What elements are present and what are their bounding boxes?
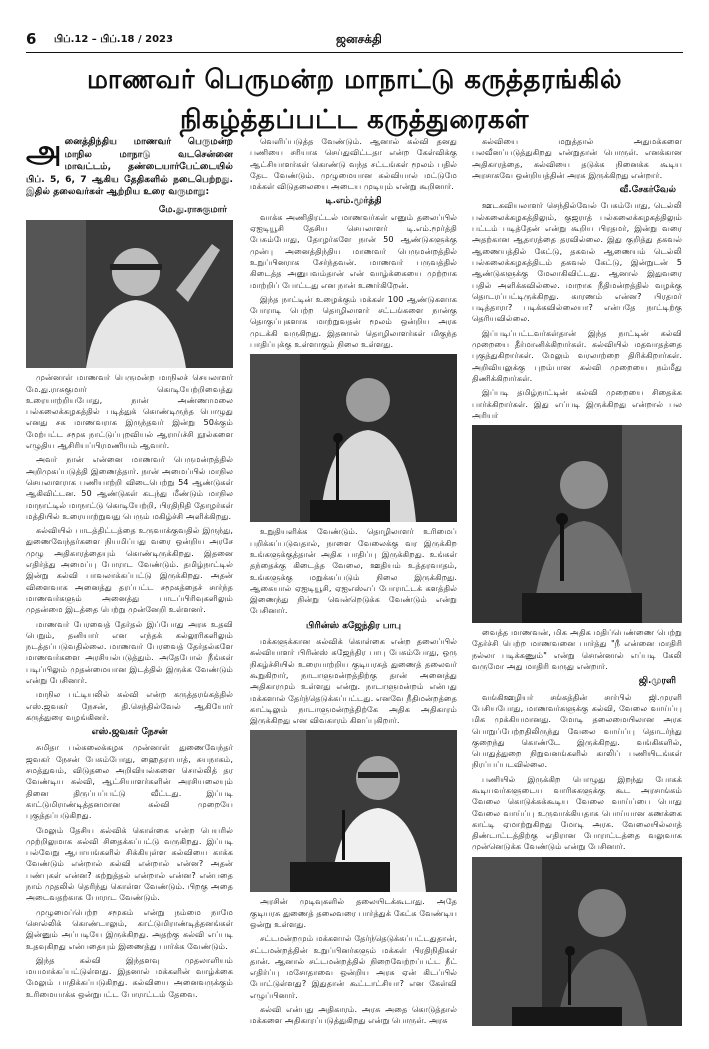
page-number: 6 [26, 30, 37, 48]
body-paragraph: இப்படி தமிழ்நாட்டின் கல்வி முறையை சிதைக்க பார்க்கிறார்கள். இது எப்படி இருக்கிறது என்றால் பல அரியர் [472, 387, 682, 420]
body-paragraph: சட்டமன்றமும் மக்களால் தேர்ந்தெடுக்கப்பட்டதுதான், சட்டமன்றத்தின் உறுப்பினர்களும் மக்கள் பிரதிநிதிகள் தான். ஆனால் சட்டமன்றத்தில் நிறைவேற்றப்பட்ட நீட் எதிர்ப்பு மசோதாவை ஒன்றிய அரசு ஏன் கிடப்பில் போட்டுள்ளது? இதுதான் கூட்டாட்சியா? என கேள்வி எழுப்பினார். [250, 933, 457, 1000]
body-paragraph: சுமிதா பல்கலைக்கழக முன்னாள் துணைவேந்தர் ஜவகர் நேசன் பேசும்போது, ஹைதராபாத், சுயநாகம், சமத்துவம், விடுதலை அறிவியல்களை சொல்லித் தர வேண்டிய கல்வி, ஆட்சியாளர்களின் அரசியலையும் தினை திருப்பப்பட்டு வீட்டது. இப்படி காட்டுமிராண்டித்தனமான கல்வி முறையே புகுத்தப்படுகிறது. [26, 742, 233, 821]
speaker-name: டி.எம்.மூர்த்தி [325, 196, 382, 207]
body-paragraph: கல்வியில் பாடத்திட்டத்தை உருவாக்குவதில் இருந்து, துணைவேந்தர்களை நியமிப்பது வரை ஒன்றிய அரசே முழு அதிகாரத்தையும் கொண்டிருக்கிறது. இதனை எதிர்த்து அமைப்பு போராட வேண்டும். தமிழ்நாட்டில் இன்று கல்வி பாவலாக்கப்பட்டு இருக்கிறது. அதன் விளைவாக அனைத்து தரப்பட்ட சமூகத்தைச் சார்ந்த மாணவர்களும் அனைத்து பாடப்பிரிவுகளிலும் முதன்மை இடத்தை பெற்று முன்னேறி உள்ளனர். [26, 525, 233, 615]
body-paragraph: கல்வியை மறுத்தால் அதுமக்களை பலவீனப்படுத்துகிறது என்றுதான் பொருள். எனக்கான அதிகாரத்தை, கல்வியை தடுக்க நினைக்க கூடிய அரசாகவே ஒன்றியத்தின் அரசு இருக்கிறது என்றார். [472, 136, 682, 180]
speaker-photo-4 [472, 425, 682, 623]
body-paragraph: வாக்க அணிதிரட்டல் மாணவர்கள் எனும் தலைப்பில் ஏஐடியூசி தேசிய செயலாளர் டி.எம்.மூர்த்தி பேசும்போது, தோழர்களே நான் 50 ஆண்டுகளுக்கு முன்பு அனைத்திந்திய மாணவர் பெருமன்றத்தில் உறுப்பினராக சேர்ந்தவன். மாணவர் பருவத்தில் கிடைத்த அனுபவம்தான் என் வாழ்க்கையை முற்றாக மாற்றிப் போட்டது என நான் உணர்கிறேன். [250, 211, 457, 290]
body-paragraph: முன்னாள் மாணவர் பெருமன்ற மாநிலச் செயலாளர் மே.து.ராசுகுமார் கொடியேற்றிவைத்து உரையாற்றியபோது, நான் அண்ணாமலை பல்கலைக்கழகத்தில் படித்துக் கொண்டிருந்த பொழுது எனது சக மாணவராக இருந்தவர் இன்று 50க்கும் மேற்பட்ட சமூக நாட்டுப்புறவியல் ஆராய்ச்சி நூல்களை எழுதிய ஆசிரியப்பிரமணியம் ஆவார். [26, 372, 233, 451]
body-paragraph: உறுதியளிக்க வேண்டும். தொழிலாளர் உரிமைப் பறிக்கப்படுவதால், நாளை வேலைக்கு வர இருக்கிற உங்களுக்குத்தான் அதிக பாதிப்பு இருக்கிறது. உங்கள் தந்தைக்கு கிடைத்த வேலை, ஊதியம் உத்தரவாதம், உங்களுக்கு மறுக்கப்படும் நிலை இருக்கிறது. ஆகையால் ஏஐடியூசி, ஏஐஎஸ்எப் போராட்டக் களத்தில் இணைந்து நின்று வென்றெடுக்க வேண்டும் என்று பேசினார். [250, 526, 457, 616]
speaker-name: ஜி.முரளி [638, 676, 676, 687]
page-header [26, 30, 683, 52]
body-paragraph: அவர் நான் என்னை மாணவர் பெருமன்றத்தில் அறிமுகப்படுத்தி இணைத்தார். நான் அமைப்பில் மாநில செயலாளராக பணியாற்றி விடைபெற்று 54 ஆண்டுகள் ஆகிவிட்டன. 50 ஆண்டுகள் கடந்து மீண்டும் மாநில மாநாட்டில் மாநாட்டு கொடியேற்றி, பிரதிநிதி தோழர்கள் மத்தியில் உரையாற்றுவது பெரும் மகிழ்ச்சி அளிக்கிறது. [26, 454, 233, 521]
column-2 [250, 136, 457, 1026]
intro-paragraph [26, 136, 233, 199]
speaker-photo-3 [250, 730, 457, 892]
body-paragraph: வைத்த மாணவன், மிக அதிக மதிப்பெண்ணை பெற்று தேர்ச்சி பெற்ற மாணவனை பார்த்து "நீ என்னை மாதிரி நல்லா படிக்கணும்" என்று சொன்னால் எப்படி கேலி வருமோ அது மாதிரி வருது என்றார். [472, 627, 682, 672]
body-paragraph: வங்கிஊழியர் சங்கத்தின் சார்பில் ஜி.முரளி பேசியபோது, மாணவர்களுக்கு கல்வி, வேலை வாய்ப்பு மிக முக்கியமானது. மோடி தலைமையிலான அரசு பொறுப்பேற்றதிலிருந்து வேலை வாய்ப்பு தொடர்ந்து குறைந்து கொண்டே இருக்கிறது. வங்கிகளில், பொதுத்துறை நிறுவனங்களில் காலிப் பணியிடங்கள் நிரப்பப்படவில்லை. [472, 691, 682, 770]
intro-text: னைத்திந்திய மாணவர் பெருமன்ற மாநில மாநாடு வடசென்னை மாவட்டம், தண்டையார்பேட்டையில் பிப். 5, 6, 7 ஆகிய தேதிகளில் நடைபெற்றது. இதில் தலைவர்கள் ஆற்றிய உரை வருமாறு: [26, 136, 233, 198]
drop-cap: அ [26, 136, 62, 170]
header-rule [26, 52, 683, 53]
body-paragraph: கல்வி என்பது அதிகாரம். அரசு அதை கொடுத்தால் மக்களை அதிகாரப்படுத்துகிறது என்று பொருள். அரசு [250, 1004, 457, 1026]
speaker-name: வீ.சேகர்வேல் [619, 185, 676, 196]
speaker-photo-5 [472, 857, 682, 1026]
speaker-name: மே.து.ராசுகுமார் [158, 204, 227, 215]
body-paragraph: மக்களுக்கான கல்விக் கொள்கை என்ற தலைப்பில் கல்வியாளர் பிரின்ஸ் கஜேந்திர பாபு பேசும்போது, ஒரு நிகழ்ச்சியில் உரையாற்றிய குடியரசுத் துணைத் தலைவர் கூறுகிறார், நாடாளுமன்றத்திற்கு தான் அனைத்து அதிகாரமும் உள்ளது என்று. நாடாளுமன்றம் என்பது மக்களால் தேர்ந்தெடுக்கப்பட்டது. எனவே நீதிமன்றத்தை காட்டிலும் நாடாளுமன்றத்திற்கே அதிக அதிகாரம் இருக்கிறது என விவகாரம் கிளப்புகிறார். [250, 636, 457, 726]
body-paragraph: பணியில் இருக்கிற பொழுது இறந்து போகக் கூடியவர்களுடைய வாரிசுகளுக்கு கூட அரசாங்கம் வேலை கொடுக்கக்கூடிய வேலை வாய்ப்பை பொது வேலை வாய்ப்பு உருவாக்கியதாக பொய்யான கணக்கை காட்டி ஏமாற்றுகிறது மோடி அரசு. வேலையில்லாத் திண்டாட்டத்திற்கு எதிரான போராட்டத்தை வலுவாக முன்னெடுக்க வேண்டும் என்று பேசினார். [472, 773, 682, 852]
body-paragraph: மேலும் தேசிய கல்விக் கொள்கை என்ற பெயரில் முற்றிலுமாக கல்வி சிதைக்கப்பட்டு வருகிறது. இப்படி பல்வேறு ஆபாயங்களில் சிக்கியுள்ள கல்வியை காக்க வேண்டும் என்றால் கல்வி என்றால் என்ன? அதன் பண்புகள் என்ன? கற்றுத்தல் என்றால் என்ன? என்பதை நாம் முதலில் தெரிந்து கொள்ள வேண்டும். பிறகு அதை அடைவதற்காக போராட வேண்டும். [26, 824, 233, 903]
issue-date: பிப்.12 – பிப்.18 / 2023 [54, 34, 173, 45]
headline-line-1: மாணவர் பெருமன்ற மாநாட்டு கருத்தரங்கில் [86, 65, 623, 95]
headline [22, 60, 687, 140]
speaker-photo-2 [250, 354, 457, 522]
body-paragraph: முழுமைப்பெற்ற சமூகம் என்று நம்மை நாமே சொல்லிக் கொண்டாலும், காட்டுமிராண்டித்தனங்கள் இன்னும் அப்படியே இருக்கிறது. அதற்கு கல்வி எப்படி உதவுகிறது என்பதையும் இணைத்து பார்க்க வேண்டும். [26, 906, 233, 951]
body-paragraph: ஊடகவியலாளர் செந்தில்வேல் பேசும்போது, டெல்லி பல்கலைக்கழகத்திலும், குஜராத் பல்கலைக்கழகத்திலும் பட்டம் படித்தேன் என்று கூறிய பிரதமர், இன்று வரை அதற்கான ஆதாரத்தை தரவில்லை. இது குறித்து தகவல் ஆணையத்தில் கேட்டு, தகவல் ஆணையம் டெல்லி பல்கலைக்கழகத்திடம் தகவல் கேட்டு, இன்றுடன் 5 ஆண்டுகளுக்கு மேலாகிவிட்டது. ஆனால் இதுவரை பதில் அளிக்கவில்லை. மாறாக நீதிமன்றத்தில் வழக்கு தொடரப்பட்டிருக்கிறது. காரணம் என்ன? பிரதமர் படித்தாரா? படிக்கவில்லையா? என்பதே நாட்டிற்கு தெரியவில்லை. [472, 200, 682, 324]
body-paragraph: மாநில பட்டியலில் கல்வி என்ற கருத்தரங்கத்தில் எஸ்.ஜவகர் நேசன், தி.செந்தில்வேல் ஆகியோர் கருத்துரை வழங்கினர். [26, 689, 233, 722]
body-paragraph: மாணவர் பேரவைத் தேர்தல் இப்போது அரசு உதவி பெறும், தனியார் என எந்தக் கல்லூரிகளிலும் நடத்தப்படுவதில்லை. மாணவர் பேரவைத் தேர்தல்களே மாணவர்களை அரசியல்படுத்தும். அதேபோல் நீங்கள் படிப்பிலும் முதன்மையான இடத்தில் இருக்க வேண்டும் என்று பேசினார். [26, 618, 233, 685]
publication-name: ஜனசக்தி [336, 32, 382, 46]
speaker-name: பிரின்ஸ் கஜேந்திர பாபு [306, 620, 401, 631]
body-paragraph: வெளிப்படுத்த வேண்டும். ஆனால் கல்வி தனது பணியை சரியாக செய்துவிட்டதா என்ற கேள்விக்கு ஆட்சியாளர்கள் கொண்டு வந்த சட்டங்கள் மூலம் பதில் தேட வேண்டும். முழுமையான கல்வியால் மட்டுமே மக்கள் விடுதலையை அடைய முடியும் என்று கூறினார். [250, 136, 457, 192]
body-paragraph: அரசின் முடிவுகளில் தலையிடக்கூடாது. அதே குடியரசு துணைத் தலைவரை பார்த்துக் கேட்க வேண்டிய ஒன்று உள்ளது. [250, 896, 457, 929]
body-paragraph: இந்த நாட்டின் உழைக்கும் மக்கள் 100 ஆண்டுகளாக போராடி பெற்ற தொழிலாளர் சட்டங்களை நான்கு தொகுப்புகளாக மாற்றுவதன் மூலம் ஒன்றிய அரசு முடக்கி வருகிறது. இதனால் தொழிலாளர்கள் மிகுந்த பாதிப்புக்கு உள்ளாகும் நிலை உள்ளது. [250, 293, 457, 350]
speaker-photo-1 [26, 220, 233, 368]
body-paragraph: இந்த கல்வி இந்தளவு முதலாளியம் மயமாக்கப்பட்டுள்ளது. இதனால் மக்களின் வாழ்க்கை மேலும் பாதிக்கப்படுகிறது. கல்வியை அனைவருக்கும் உரிமையாக்க ஒன்றுபட்ட போராட்டம் தேவை. [26, 954, 233, 999]
column-1 [26, 136, 233, 1026]
body-paragraph: இப்படிப்பட்டவர்கள்தான் இந்த நாட்டின் கல்வி முறையை தீர்மானிக்கிறார்கள். கல்வியில் மதவாதத்தை புகுத்துகிறார்கள். மேலும் வரலாற்றை திரிக்கிறார்கள். அறிவியலுக்கு புறம்பான கல்வி முறையை நம்மீது திணிக்கிறார்கள். [472, 327, 682, 383]
column-3 [472, 136, 682, 1026]
headline-line-2: நிகழ்த்தப்பட்ட கருத்துரைகள் [180, 105, 529, 135]
speaker-name: எஸ்.ஜவகர் நேசன் [91, 727, 168, 738]
